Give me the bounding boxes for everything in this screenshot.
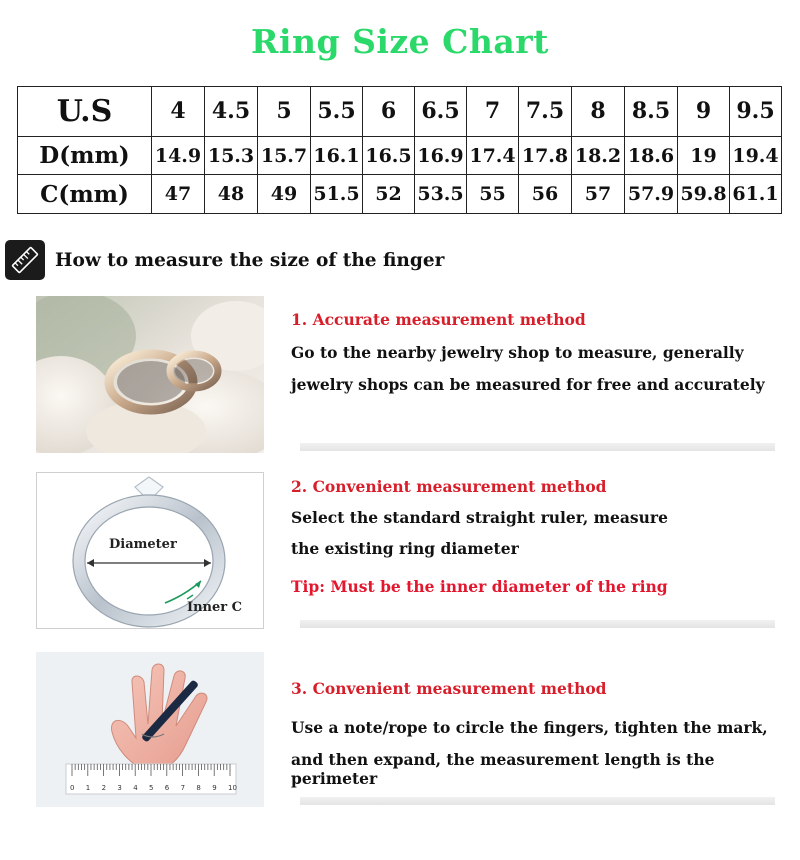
ruler-number: 2: [101, 784, 107, 792]
ruler-number: 1: [85, 784, 91, 792]
table-cell: 61.1: [730, 175, 782, 214]
ruler-number: 10: [228, 784, 237, 792]
table-cell: 7.5: [519, 87, 572, 137]
table-cell: 56: [519, 175, 572, 214]
divider: [300, 620, 775, 628]
method-3-line-1: Use a note/rope to circle the fingers, tighten the mark,: [291, 718, 768, 737]
table-cell: 9: [678, 87, 730, 137]
method-2: [291, 477, 791, 596]
table-cell: 19.4: [730, 136, 782, 175]
table-cell: 18.2: [572, 136, 625, 175]
hand-ruler-photo: [36, 652, 264, 807]
divider: [300, 443, 775, 451]
method-3-line-2: and then expand, the measurement length is the perimeter: [291, 750, 715, 788]
ruler-icon: [5, 240, 45, 280]
table-cell: 16.9: [415, 136, 467, 175]
table-cell: 14.9: [152, 136, 205, 175]
table-cell: 15.7: [258, 136, 311, 175]
row-header: D(mm): [18, 136, 152, 175]
table-cell: 52: [363, 175, 415, 214]
table-cell: 8: [572, 87, 625, 137]
table-cell: 15.3: [205, 136, 258, 175]
table-cell: 19: [678, 136, 730, 175]
ruler-number: 7: [180, 784, 186, 792]
ruler-number: 9: [212, 784, 217, 792]
table-cell: 57.9: [625, 175, 678, 214]
table-cell: 18.6: [625, 136, 678, 175]
table-row: [18, 136, 782, 175]
table-cell: 16.1: [311, 136, 363, 175]
table-cell: 7: [467, 87, 519, 137]
method-2-line-2: the existing ring diameter: [291, 539, 519, 558]
table-cell: 6: [363, 87, 415, 137]
ruler-number: 8: [196, 784, 201, 792]
row-header: C(mm): [18, 175, 152, 214]
table-cell: 5.5: [311, 87, 363, 137]
table-cell: 59.8: [678, 175, 730, 214]
inner-circumference-label: Inner C: [187, 600, 242, 615]
table-cell: 53.5: [415, 175, 467, 214]
method-1-line-1: Go to the nearby jewelry shop to measure, generally: [291, 343, 744, 362]
section-title: How to measure the size of the finger: [55, 249, 445, 271]
table-row: [18, 175, 782, 214]
ruler-number: 0: [70, 784, 75, 792]
divider: [300, 797, 775, 805]
table-cell: 6.5: [415, 87, 467, 137]
table-cell: 57: [572, 175, 625, 214]
ruler-number: 4: [133, 784, 138, 792]
table-cell: 51.5: [311, 175, 363, 214]
ruler-number: 3: [117, 784, 122, 792]
method-3: [291, 679, 791, 788]
method-2-title: 2. Convenient measurement method: [291, 477, 607, 496]
table-cell: 49: [258, 175, 311, 214]
page-title: Ring Size Chart: [251, 22, 549, 61]
table-cell: 8.5: [625, 87, 678, 137]
wedding-rings-photo: [36, 296, 264, 453]
table-cell: 55: [467, 175, 519, 214]
method-1: [291, 310, 791, 394]
method-2-tip: Tip: Must be the inner diameter of the ring: [291, 577, 668, 596]
table-cell: 4: [152, 87, 205, 137]
table-cell: 17.4: [467, 136, 519, 175]
section-header: [5, 240, 444, 280]
method-1-title: 1. Accurate measurement method: [291, 310, 586, 329]
table-cell: 4.5: [205, 87, 258, 137]
method-1-line-2: jewelry shops can be measured for free and accurately: [291, 375, 765, 394]
ring-size-table: [17, 86, 782, 214]
table-cell: 17.8: [519, 136, 572, 175]
ruler-number: 6: [164, 784, 170, 792]
table-cell: 47: [152, 175, 205, 214]
row-header: U.S: [18, 87, 152, 137]
table-cell: 16.5: [363, 136, 415, 175]
method-3-title: 3. Convenient measurement method: [291, 679, 607, 698]
table-cell: 48: [205, 175, 258, 214]
table-cell: 9.5: [730, 87, 782, 137]
table-cell: 5: [258, 87, 311, 137]
ring-diameter-diagram: [36, 472, 264, 629]
table-row: [18, 87, 782, 137]
method-2-line-1: Select the standard straight ruler, measure: [291, 508, 668, 527]
diameter-label: Diameter: [109, 537, 177, 552]
ruler-number: 5: [149, 784, 154, 792]
